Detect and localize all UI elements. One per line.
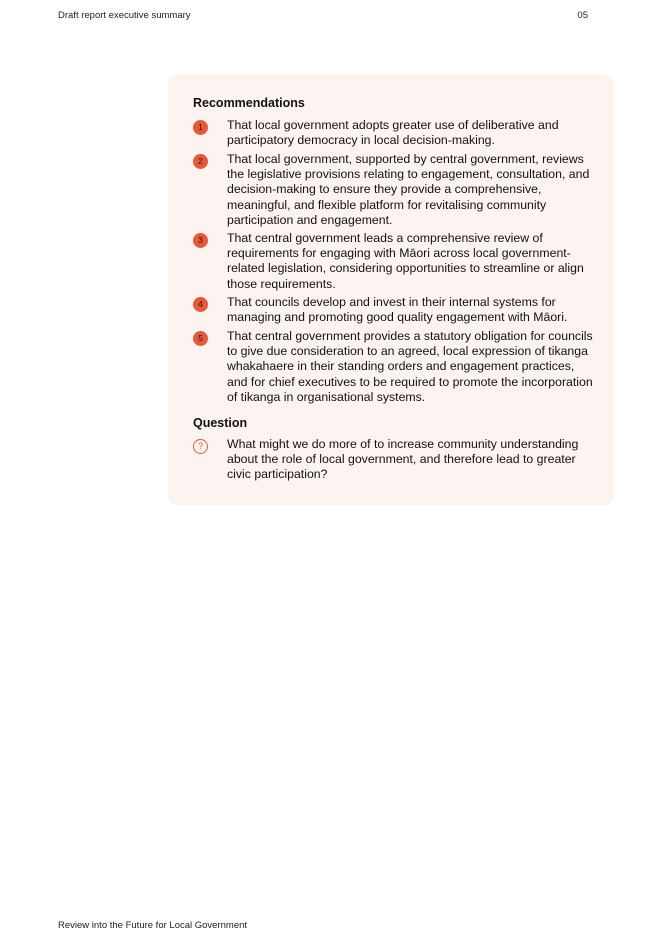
recommendation-text-5: That central government provides a statutory obligation for councils to give due consideration to an agreed, local expression of tikanga whakahaere in their standing orders and engagement practices, and for chief executives to be required to promote the incorporation of tikanga in organisational systems. — [227, 329, 593, 404]
question-text: What might we do more of to increase community understanding about the role of local government, and therefore lead to greater civic participation? — [227, 437, 579, 482]
header-title: Draft report executive summary — [58, 10, 191, 21]
recommendation-text-2: That local government, supported by central government, reviews the legislative provisions relating to engagement, consultation, and decision-making to ensure they provide a comprehensive, meaningful, and flexible platform for revitalising community participation and engagement. — [227, 152, 590, 227]
number-badge-4: 4 — [193, 297, 208, 312]
number-badge-1: 1 — [193, 120, 208, 135]
recommendations-panel — [168, 74, 614, 505]
question-icon: ? — [193, 439, 208, 454]
recommendation-text-3: That central government leads a comprehensive review of requirements for engaging with Māori across local government-related legislation, considering opportunities to streamline or align those requirements. — [227, 231, 584, 291]
recommendation-text-4: That councils develop and invest in their internal systems for managing and promoting good quality engagement with Māori. — [227, 295, 568, 325]
recommendations-heading: Recommendations — [193, 96, 305, 110]
number-badge-5: 5 — [193, 331, 208, 346]
number-badge-2: 2 — [193, 154, 208, 169]
recommendation-text-1: That local government adopts greater use of deliberative and participatory democracy in local decision-making. — [227, 118, 559, 148]
number-badge-3: 3 — [193, 233, 208, 248]
page-number: 05 — [577, 10, 588, 21]
running-header — [58, 10, 588, 24]
running-footer: Review into the Future for Local Government — [58, 920, 248, 931]
question-heading: Question — [193, 416, 248, 430]
